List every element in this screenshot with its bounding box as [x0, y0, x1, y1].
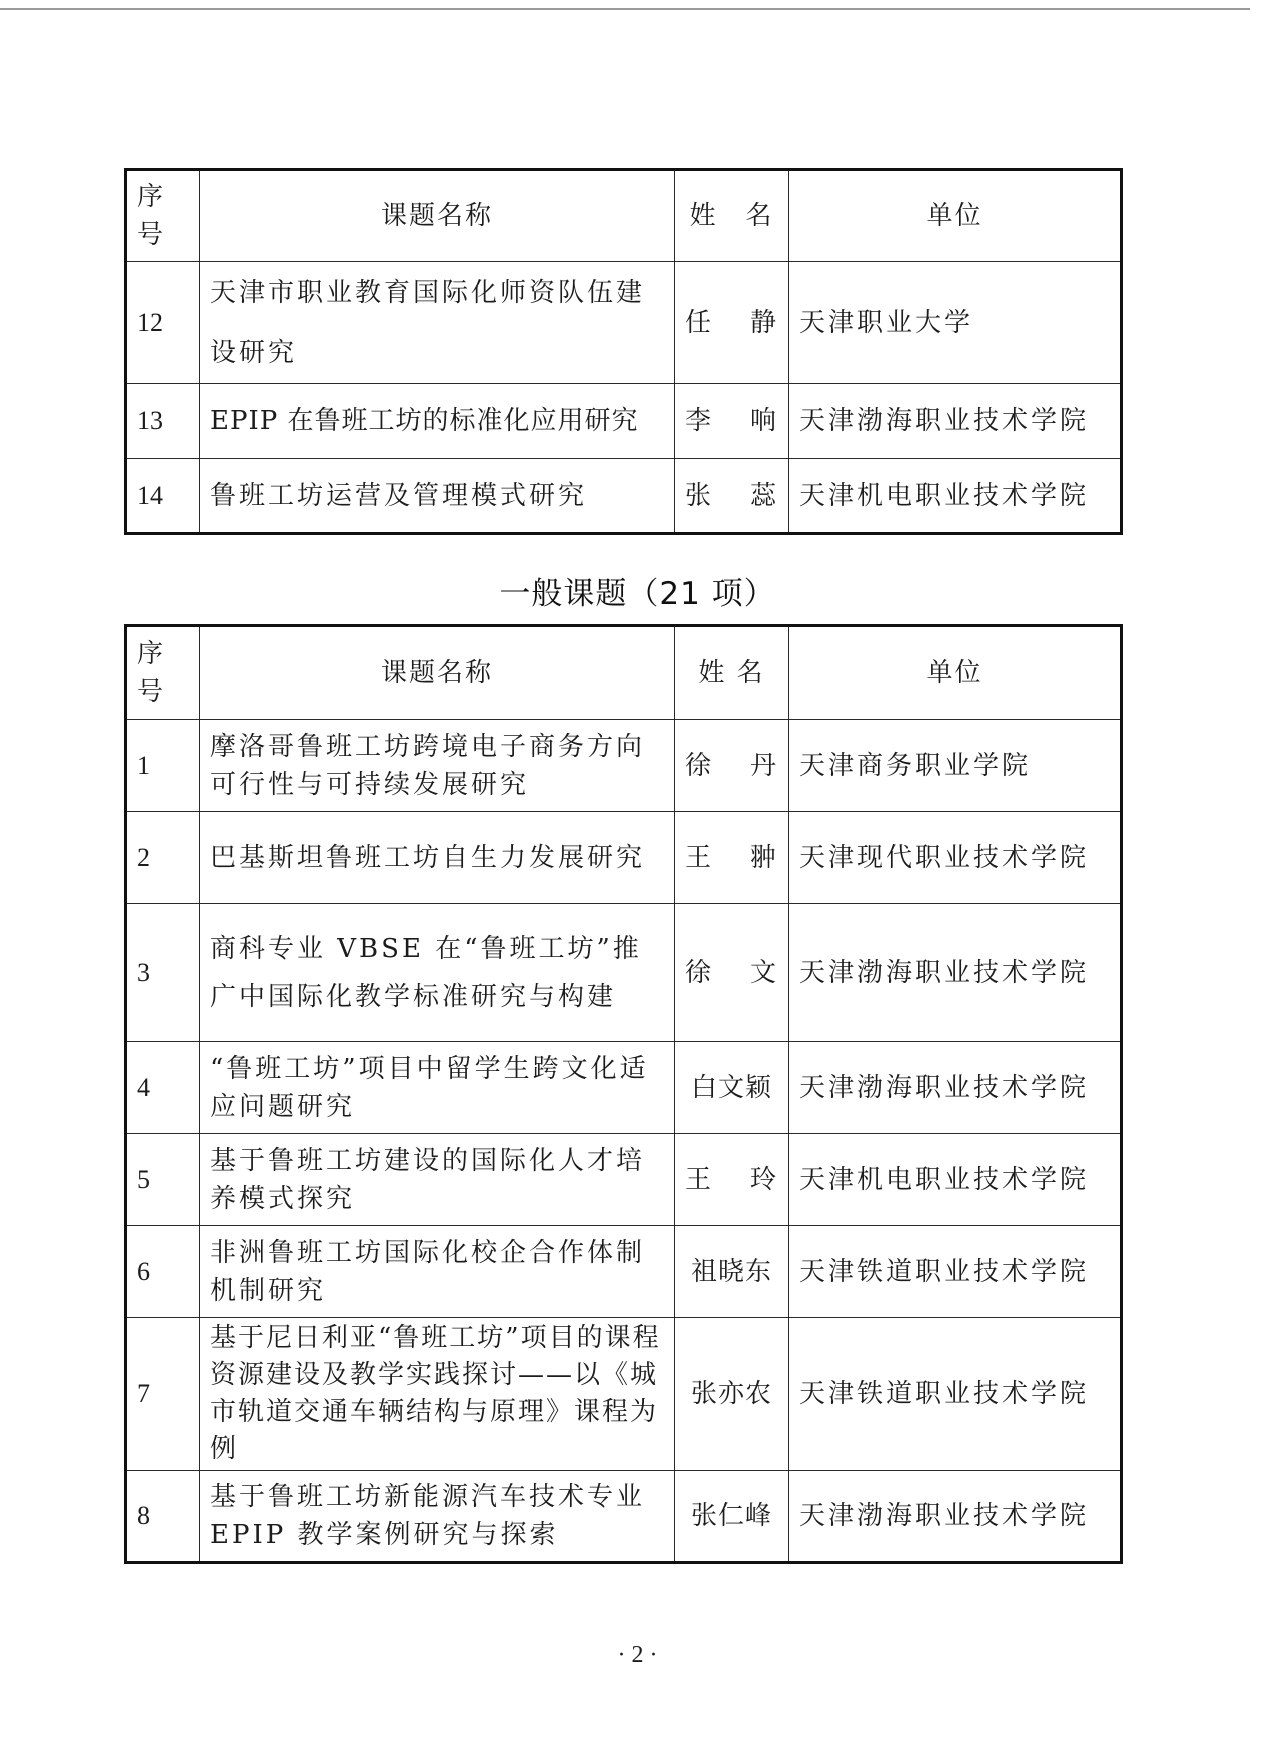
- table-header-row: [126, 626, 1122, 720]
- table-row: [126, 1318, 1122, 1471]
- row-number: 2: [126, 812, 200, 904]
- table-row: [126, 459, 1122, 534]
- header-person-name: 姓 名: [675, 626, 789, 720]
- row-topic: 商科专业 VBSE 在“鲁班工坊”推广中国际化教学标准研究与构建: [200, 904, 675, 1042]
- row-number: 7: [126, 1318, 200, 1471]
- table-header-row: [126, 170, 1122, 262]
- row-unit: 天津铁道职业技术学院: [789, 1318, 1122, 1471]
- row-number: 14: [126, 459, 200, 534]
- row-topic: 鲁班工坊运营及管理模式研究: [200, 459, 675, 534]
- table-row: [126, 1471, 1122, 1563]
- header-serial-number: 序号: [126, 626, 200, 720]
- header-unit: 单位: [789, 170, 1122, 262]
- row-number: 6: [126, 1226, 200, 1318]
- table-row: [126, 904, 1122, 1042]
- table-row: [126, 1226, 1122, 1318]
- row-person: 任静: [675, 262, 789, 384]
- row-number: 3: [126, 904, 200, 1042]
- row-topic: 巴基斯坦鲁班工坊自生力发展研究: [200, 812, 675, 904]
- key-topics-table-continued: [124, 168, 1123, 535]
- row-number: 12: [126, 262, 200, 384]
- header-person-name: 姓 名: [675, 170, 789, 262]
- row-topic: 天津市职业教育国际化师资队伍建设研究: [200, 262, 675, 384]
- row-unit: 天津渤海职业技术学院: [789, 904, 1122, 1042]
- table-row: [126, 720, 1122, 812]
- row-person: 白文颖: [675, 1042, 789, 1134]
- row-topic: EPIP 在鲁班工坊的标准化应用研究: [200, 384, 675, 459]
- page-number: · 2 ·: [617, 1642, 658, 1668]
- top-border-line: [0, 8, 1250, 10]
- row-unit: 天津机电职业技术学院: [789, 1134, 1122, 1226]
- header-topic-name: 课题名称: [200, 626, 675, 720]
- row-unit: 天津铁道职业技术学院: [789, 1226, 1122, 1318]
- row-person: 徐文: [675, 904, 789, 1042]
- table-row: [126, 384, 1122, 459]
- row-unit: 天津商务职业学院: [789, 720, 1122, 812]
- row-number: 8: [126, 1471, 200, 1563]
- row-unit: 天津职业大学: [789, 262, 1122, 384]
- row-person: 王玲: [675, 1134, 789, 1226]
- row-topic: 摩洛哥鲁班工坊跨境电子商务方向可行性与可持续发展研究: [200, 720, 675, 812]
- row-unit: 天津渤海职业技术学院: [789, 1471, 1122, 1563]
- table-row: [126, 262, 1122, 384]
- row-number: 4: [126, 1042, 200, 1134]
- row-unit: 天津机电职业技术学院: [789, 459, 1122, 534]
- row-unit: 天津渤海职业技术学院: [789, 384, 1122, 459]
- row-person: 张亦农: [675, 1318, 789, 1471]
- table-row: [126, 812, 1122, 904]
- header-topic-name: 课题名称: [200, 170, 675, 262]
- row-person: 张蕊: [675, 459, 789, 534]
- general-topics-table: [124, 624, 1123, 1564]
- row-topic: 基于鲁班工坊建设的国际化人才培养模式探究: [200, 1134, 675, 1226]
- row-topic: 基于鲁班工坊新能源汽车技术专业EPIP 教学案例研究与探索: [200, 1471, 675, 1563]
- table-row: [126, 1134, 1122, 1226]
- row-topic: 非洲鲁班工坊国际化校企合作体制机制研究: [200, 1226, 675, 1318]
- header-unit: 单位: [789, 626, 1122, 720]
- row-unit: 天津渤海职业技术学院: [789, 1042, 1122, 1134]
- section-title-general-topics: 一般课题（21 项）: [499, 576, 776, 612]
- table-row: [126, 1042, 1122, 1134]
- row-number: 13: [126, 384, 200, 459]
- row-number: 1: [126, 720, 200, 812]
- row-person: 王翀: [675, 812, 789, 904]
- row-person: 徐丹: [675, 720, 789, 812]
- row-person: 张仁峰: [675, 1471, 789, 1563]
- row-number: 5: [126, 1134, 200, 1226]
- row-person: 祖晓东: [675, 1226, 789, 1318]
- header-serial-number: 序号: [126, 170, 200, 262]
- row-person: 李响: [675, 384, 789, 459]
- row-topic: 基于尼日利亚“鲁班工坊”项目的课程资源建设及教学实践探讨——以《城市轨道交通车辆结构与原理》课程为例: [200, 1318, 675, 1471]
- row-unit: 天津现代职业技术学院: [789, 812, 1122, 904]
- row-topic: “鲁班工坊”项目中留学生跨文化适应问题研究: [200, 1042, 675, 1134]
